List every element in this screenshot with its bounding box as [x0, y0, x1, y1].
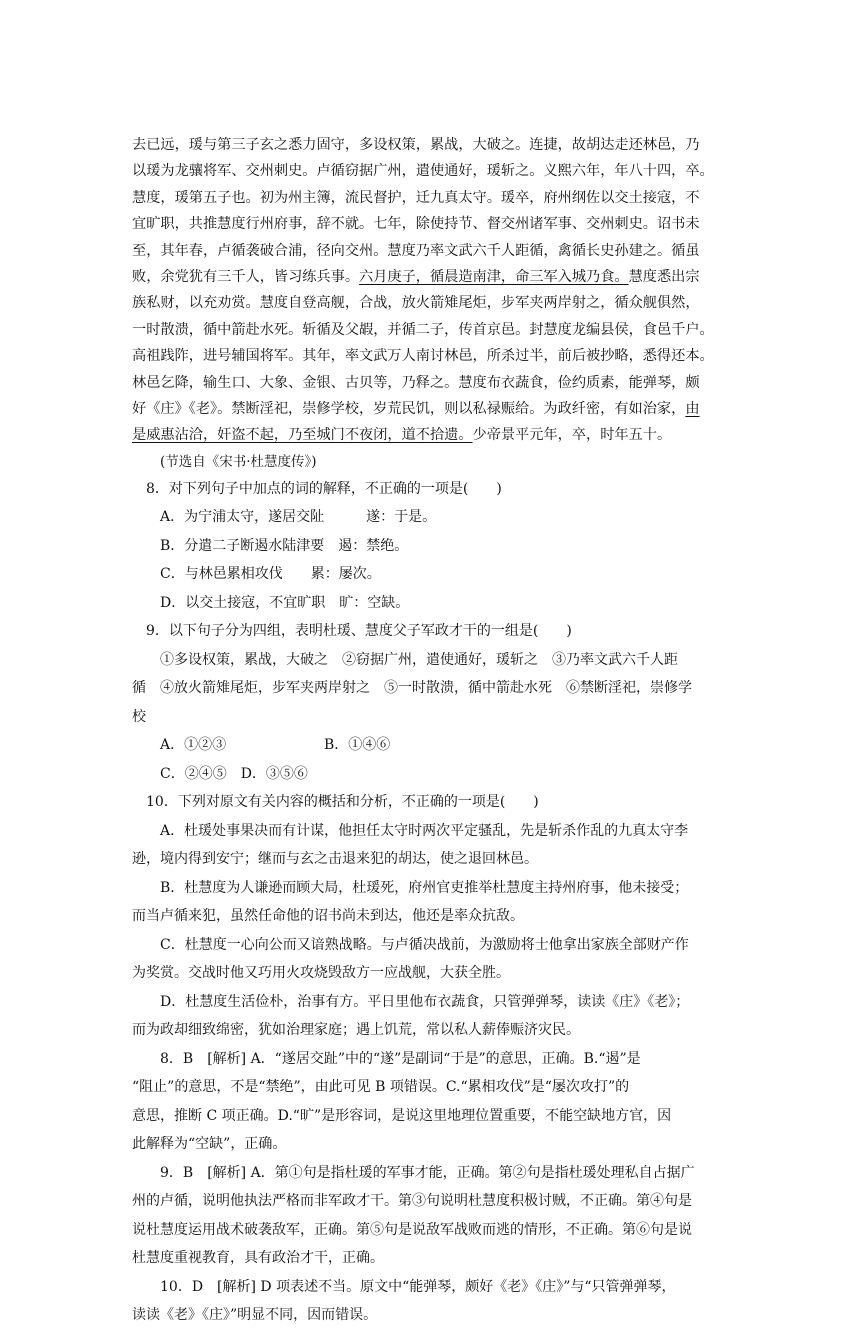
passage-text: 好《庄》《老》。禁断淫祀，崇修学校，岁荒民饥，则以私禄赈给。为政纤密，有如治家， — [132, 401, 686, 418]
option-d-cont: 而为政却细致绵密，犹如治理家庭；遇上饥荒，常以私人薪俸赈济灾民。 — [132, 1022, 580, 1039]
passage-line: 族私财，以充劝赏。慧度自登高舰，合战，放火箭雉尾炬，步军夹两岸射之，循众舰俱然， — [132, 295, 700, 312]
option-a: A．杜瑗处事果决而有计谋，他担任太守时两次平定骚乱，先是斩杀作乱的九真太守李 — [160, 822, 689, 839]
option-c: C．杜慧度一心向公而又谙熟战略。与卢循决战前，为激励将士他拿出家族全部财产作 — [160, 936, 689, 953]
question-stem: 8．对下列句子中加点的词的解释，不正确的一项是( ) — [146, 480, 502, 497]
option-b-cont: 而当卢循来犯，虽然任命他的诏书尚未到达，他还是率众抗敌。 — [132, 908, 524, 925]
passage-line: 一时散溃，循中箭赴水死。斩循及父嘏，并循二子，传首京邑。封慧度龙编县侯，食邑千户。 — [132, 321, 714, 338]
passage-line — [132, 422, 730, 448]
answer-10: 10．D [解析] D 项表述不当。原文中“能弹琴，颇好《老》《庄》”与“只管弹弹琴， — [160, 1278, 676, 1295]
answer-8-cont: 意思，推断 C 项正确。D.“旷”是形容词，是说这里地理位置重要，不能空缺地方官，因 — [132, 1107, 672, 1124]
answer-section — [132, 1045, 730, 1330]
underlined-sentence-1: 六月庚子，循晨造南津，命三军入城乃食。 — [359, 269, 629, 286]
answer-9-cont: 说杜慧度运用战术破袭敌军，正确。第⑤句是说敌军战败而逃的情形，不正确。第⑥句是说 — [132, 1221, 692, 1238]
passage-line: 以瑗为龙骧将军、交州刺史。卢循窃据广州，遣使通好，瑗斩之。义熙六年，年八十四，卒。 — [132, 163, 714, 180]
passage-line — [132, 396, 730, 422]
question-sentences: ①多设权策，累战，大破之 ②窃据广州，遣使通好，瑗斩之 ③乃率文武六千人距 — [160, 651, 678, 668]
answer-9-cont: 州的卢循，说明他执法严格而非军政才干。第③句说明杜慧度积极讨贼，不正确。第④句是 — [132, 1193, 692, 1210]
source-citation: (节选自《宋书·杜慧度传》) — [160, 453, 317, 470]
option-a-cont: 逊，境内得到安宁；继而与玄之击退来犯的胡达，使之退回林邑。 — [132, 851, 538, 868]
option-a: A．为宁浦太守，遂居交阯 遂：于是。 — [160, 509, 437, 526]
answer-10-cont: 读读《老》《庄》”明显不同，因而错误。 — [132, 1307, 378, 1324]
option-a: A．①②③ — [160, 737, 227, 754]
passage-text: 败，余党犹有三千人，皆习练兵事。 — [132, 269, 360, 286]
option-d: D．以交土接寇，不宜旷职 旷：空缺。 — [160, 594, 410, 611]
option-c-cont: 为奖赏。交战时他又巧用火攻烧毁敌方一应战舰，大获全胜。 — [132, 965, 510, 982]
option-b: B．①④⑥ — [324, 737, 391, 754]
document-page — [132, 132, 730, 1330]
classical-passage — [132, 132, 730, 475]
option-b: B．分遣二子断遏水陆津要 遏：禁绝。 — [160, 537, 409, 554]
question-sentences: 循 ④放火箭雉尾炬，步军夹两岸射之 ⑤一时散溃，循中箭赴水死 ⑥禁断淫祀，崇修学 — [132, 680, 692, 697]
passage-line: 去已远，瑗与第三子玄之悉力固守，多设权策，累战，大破之。连捷，故胡达走还林邑，乃 — [132, 137, 700, 153]
question-stem: 10．下列对原文有关内容的概括和分析，不正确的一项是( ) — [146, 794, 539, 811]
options-row — [132, 731, 730, 760]
option-b: B．杜慧度为人谦逊而顾大局，杜瑗死，府州官吏推举杜慧度主持州府事，他未接受； — [160, 879, 689, 896]
question-8 — [132, 475, 730, 618]
option-d: D．杜慧度生活俭朴，治事有方。平日里他布衣蔬食，只管弹弹琴，读读《庄》《老》； — [160, 993, 690, 1010]
passage-line: 宜旷职，共推慧度行州府事，辞不就。七年，除使持节、督交州诸军事、交州刺史。诏书未 — [132, 216, 700, 233]
answer-9-cont: 杜慧度重视教育，具有政治才干，正确。 — [132, 1250, 384, 1267]
option-c: C．与林邑累相攻伐 累：屡次。 — [160, 566, 381, 583]
passage-line — [132, 264, 730, 290]
answer-8: 8．B [解析] A．“遂居交趾”中的“遂”是副词“于是”的意思，正确。B.“遏”是 — [160, 1050, 641, 1067]
answer-9: 9．B [解析] A．第①句是指杜瑗的军事才能，正确。第②句是指杜瑗处理私自占据广 — [160, 1164, 695, 1181]
passage-line: 至，其年春，卢循袭破合浦，径向交州。慧度乃率文武六千人距循，禽循长史孙建之。循虽 — [132, 242, 700, 259]
question-stem: 9．以下句子分为四组，表明杜瑗、慧度父子军政才干的一组是( ) — [146, 623, 572, 640]
passage-line: 高祖践阼，进号辅国将军。其年，率文武万人南讨林邑，所杀过半，前后被抄略，悉得还本。 — [132, 348, 714, 365]
passage-line: 慧度，瑗第五子也。初为州主簿，流民督护，迁九真太守。瑗卒，府州纲佐以交土接寇，不 — [132, 189, 700, 206]
underlined-sentence-2: 是威惠沾洽，奸盗不起，乃至城门不夜闭，道不拾遗。 — [132, 427, 473, 444]
passage-text: 少帝景平元年，卒，时年五十。 — [472, 427, 672, 444]
answer-8-cont: 此解释为“空缺”，正确。 — [132, 1136, 287, 1153]
underlined-sentence-2-start: 由 — [685, 401, 700, 418]
answer-8-cont: “阻止”的意思，不是“禁绝”，由此可见 B 项错误。C.“累相攻伐”是“屡次攻打”的 — [132, 1079, 630, 1096]
passage-line: 林邑乞降，输生口、大象、金银、古贝等，乃释之。慧度布衣蔬食，俭约质素，能弹琴，颇 — [132, 374, 700, 391]
question-9 — [132, 617, 730, 788]
question-sentences: 校 — [132, 708, 146, 725]
options-cd: C．②④⑤ D．③⑤⑥ — [160, 765, 308, 782]
question-10 — [132, 788, 730, 1045]
passage-text: 慧度悉出宗 — [628, 269, 700, 286]
